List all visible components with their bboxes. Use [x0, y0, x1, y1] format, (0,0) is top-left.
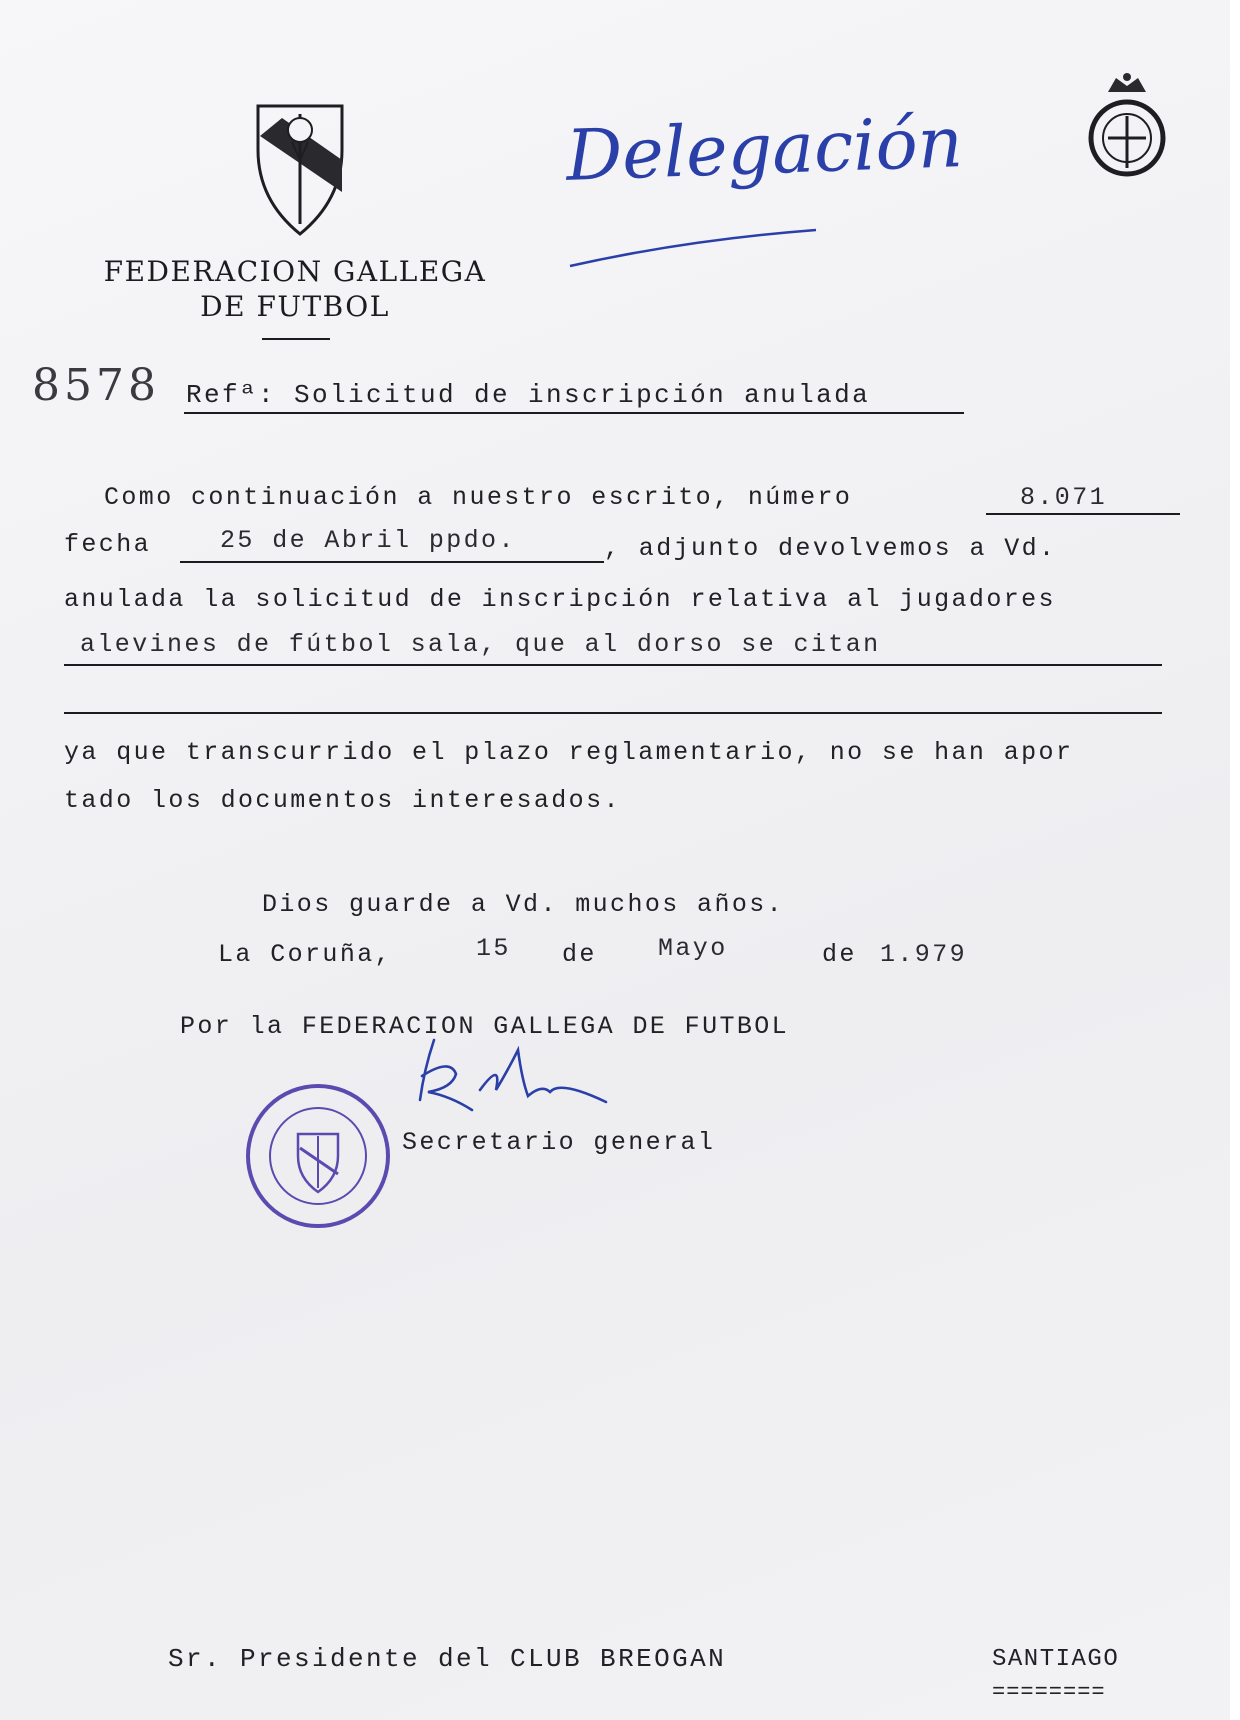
closing-greeting: Dios guarde a Vd. muchos años.	[262, 890, 785, 919]
body-line-6: tado los documentos interesados.	[64, 786, 621, 815]
addressee: Sr. Presidente del CLUB BREOGAN	[168, 1644, 727, 1674]
signatory-line: Por la FEDERACION GALLEGA DE FUTBOL	[180, 1012, 790, 1041]
addressee-city: SANTIAGO	[992, 1646, 1120, 1673]
letter-number-underline	[986, 513, 1180, 515]
closing-place: La Coruña,	[218, 940, 393, 969]
letter-date-underline	[180, 561, 604, 563]
body-line-4: alevines de fútbol sala, que al dorso se citan	[80, 630, 881, 659]
federation-stamp	[244, 1082, 392, 1230]
reference-subject: Refª: Solicitud de inscripción anulada	[186, 380, 871, 410]
body-line-5: ya que transcurrido el plazo reglamentario, no se han apor	[64, 738, 1074, 767]
handwritten-underline	[566, 220, 826, 270]
letter-date-value: 25 de Abril ppdo.	[220, 526, 516, 555]
body-line-3: anulada la solicitud de inscripción relativa al jugadores	[64, 585, 1056, 614]
letter-number-value: 8.071	[1020, 483, 1108, 512]
body-blank-line	[64, 712, 1162, 714]
signature	[410, 1030, 620, 1114]
reference-number: 8578	[32, 360, 160, 411]
closing-day: 15	[476, 934, 511, 963]
body-line-2-prefix: fecha	[64, 530, 152, 559]
signatory-title: Secretario general	[402, 1128, 716, 1157]
header-divider	[262, 338, 330, 340]
handwritten-note: Delegación	[564, 101, 965, 197]
closing-year: 1.979	[880, 940, 968, 969]
rfef-crest-logo	[1086, 72, 1168, 184]
addressee-city-underline: ========	[992, 1680, 1106, 1705]
body-line-2-suffix: , adjunto devolvemos a Vd.	[604, 534, 1057, 563]
federation-shield-logo	[252, 100, 348, 240]
body-line-1: Como continuación a nuestro escrito, número	[104, 483, 853, 512]
federation-name-line1: FEDERACION GALLEGA	[103, 255, 487, 288]
body-line-4-underline	[64, 664, 1162, 666]
closing-de-2: de	[822, 940, 857, 969]
closing-de-1: de	[562, 940, 597, 969]
reference-underline	[184, 412, 964, 414]
closing-month: Mayo	[658, 934, 728, 963]
federation-name-line2: DE FUTBOL	[200, 290, 390, 323]
